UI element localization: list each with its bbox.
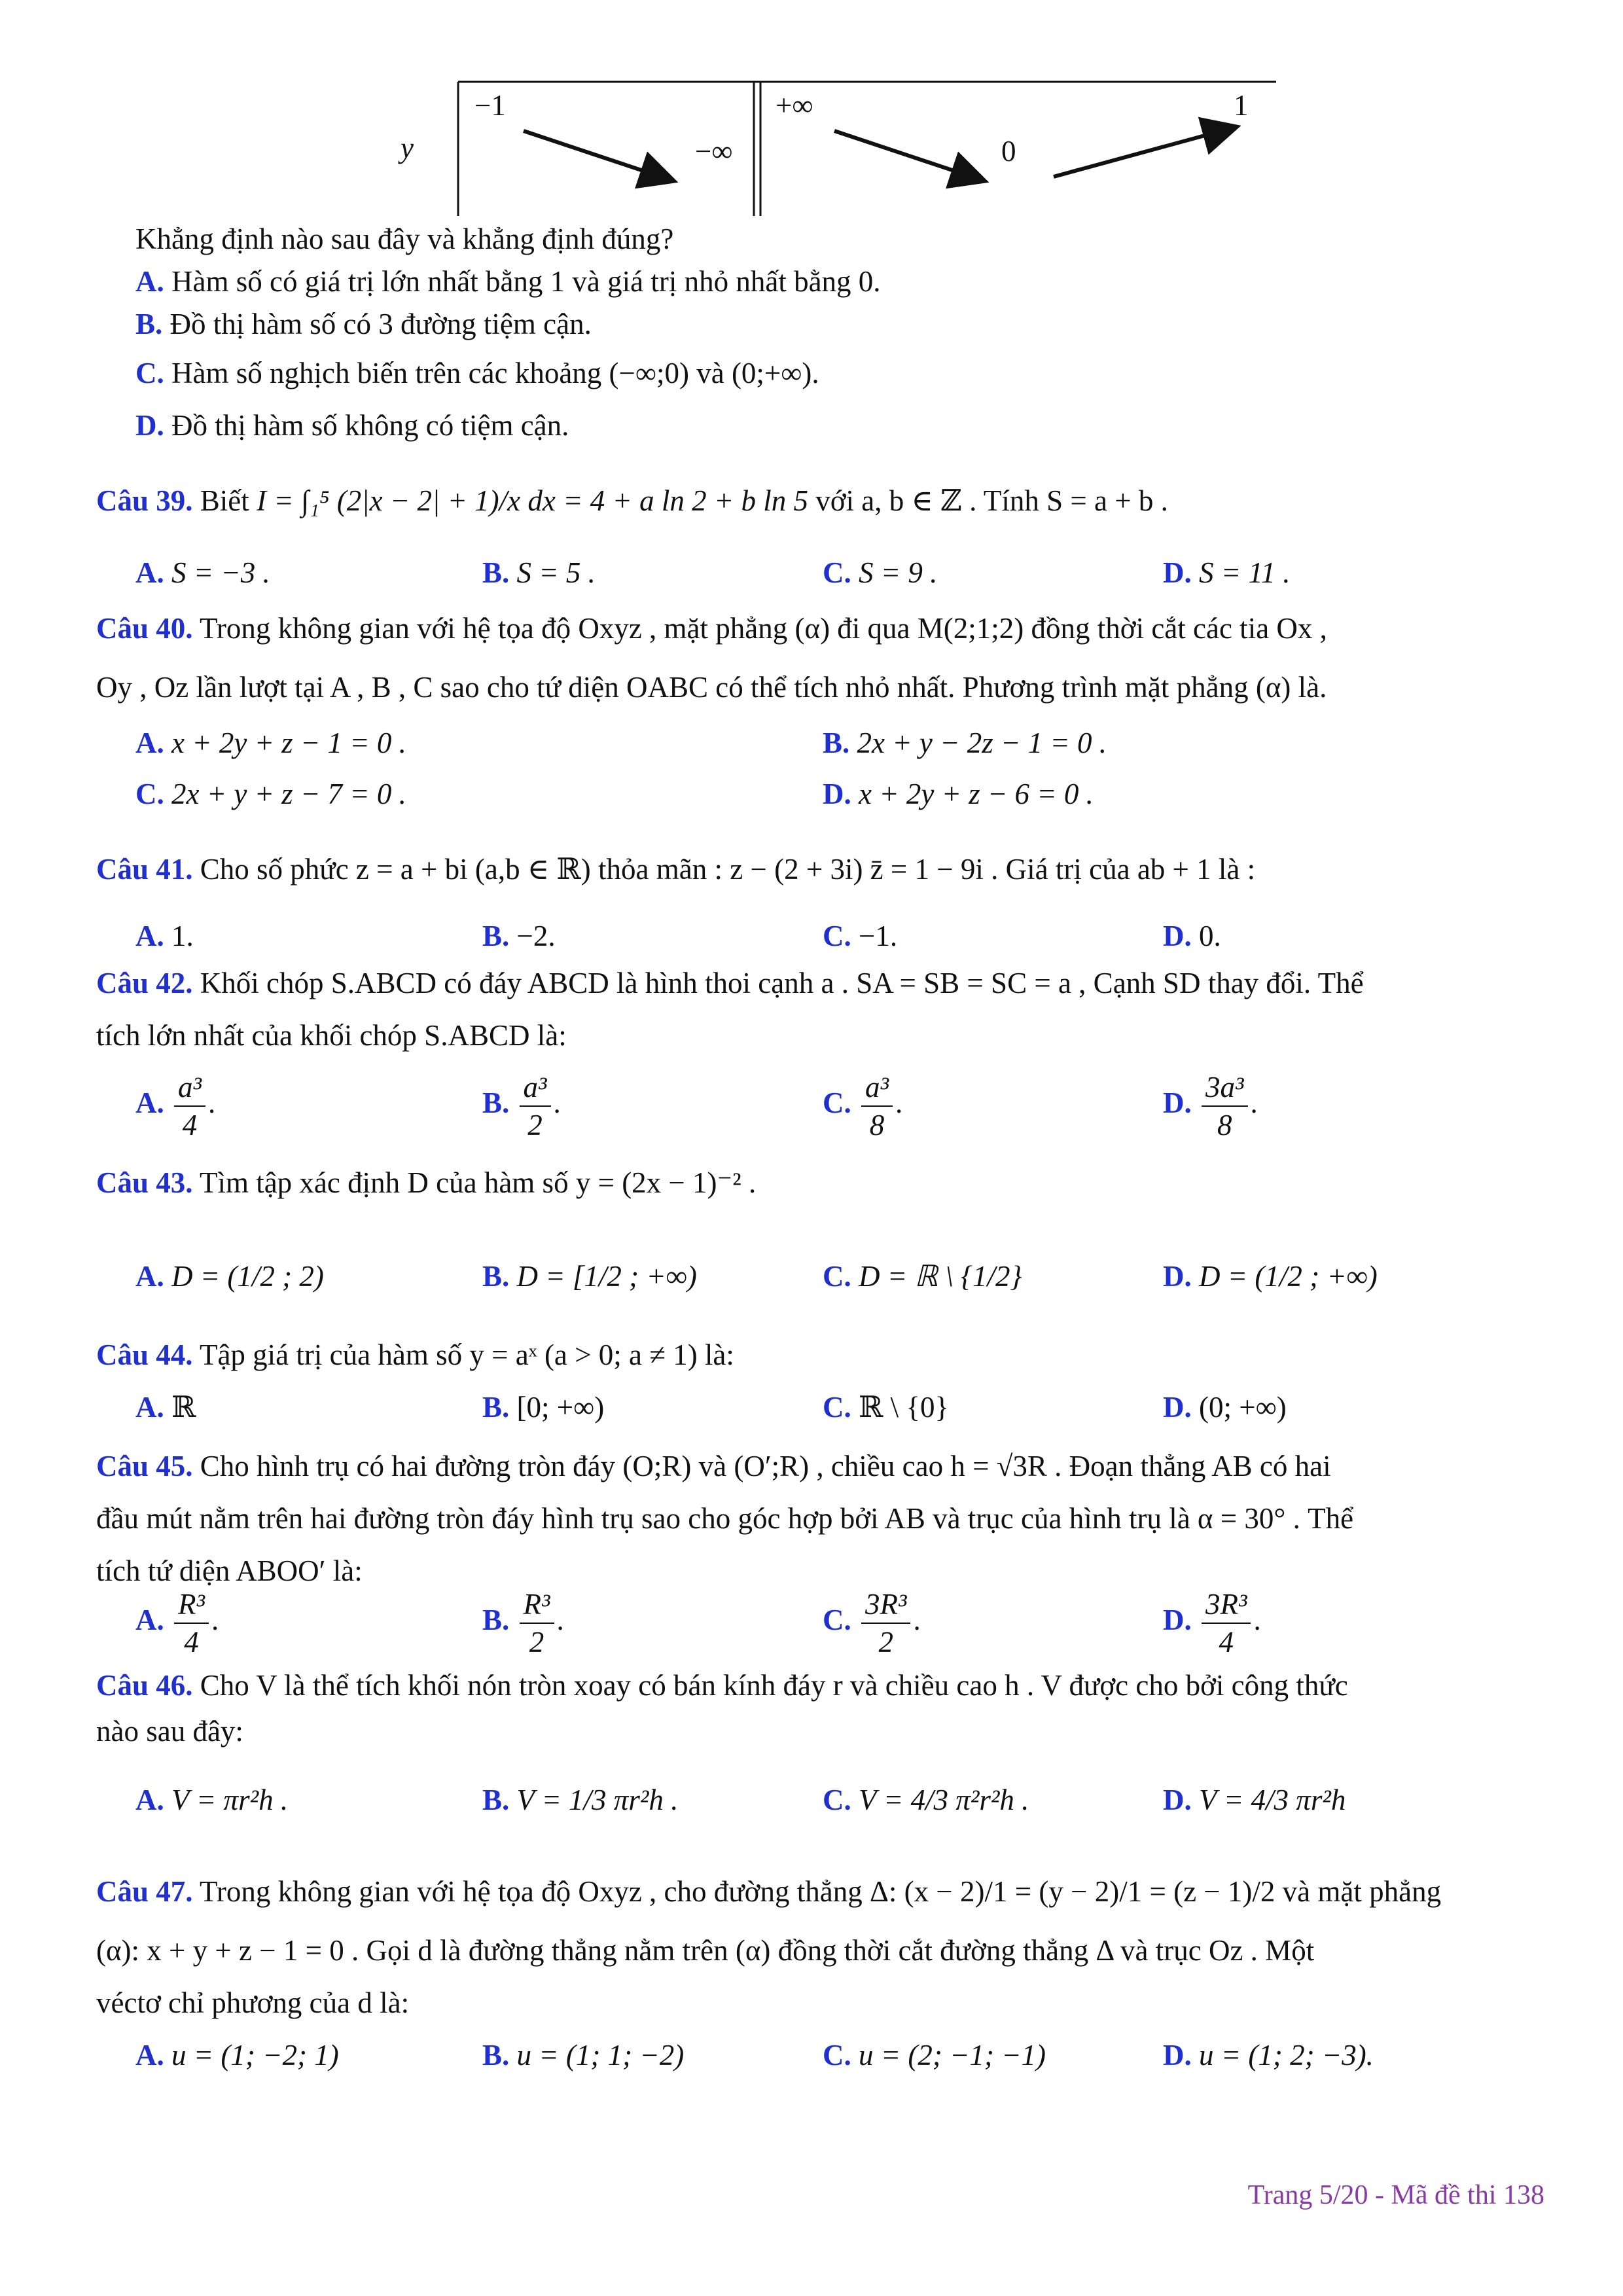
table-value-1: −1 — [474, 89, 506, 122]
q43-options: A. D = (1/2 ; 2) B. D = [1/2 ; +∞) C. D = ℝ \ {1/2} D. D = (1/2 ; +∞) — [135, 1260, 1378, 1293]
arrow-decreasing-2 — [834, 131, 982, 180]
q38-prompt: Khẳng định nào sau đây và khẳng định đúng? — [135, 223, 674, 255]
q41-stem: Câu 41. Cho số phức z = a + bi (a,b ∈ ℝ) thỏa mãn : z − (2 + 3i) z̄ = 1 − 9i . Giá trị của ab + 1 là : — [96, 853, 1256, 886]
q40-options-row1: A. x + 2y + z − 1 = 0 . B. 2x + y − 2z − 1 = 0 . — [135, 726, 1107, 759]
q40-options-row2: C. 2x + y + z − 7 = 0 . D. x + 2y + z − 6 = 0 . — [135, 778, 1094, 810]
q44-options: A. ℝ B. [0; +∞) C. ℝ \ {0} D. (0; +∞) — [135, 1391, 1287, 1424]
q38-option-b: B. Đồ thị hàm số có 3 đường tiệm cận. — [135, 308, 592, 340]
page-footer: Trang 5/20 - Mã đề thi 138 — [1247, 2180, 1544, 2210]
table-value-5: 1 — [1234, 89, 1249, 122]
q47-stem: Câu 47. Trong không gian với hệ tọa độ Oxyz , cho đường thẳng Δ: (x − 2)/1 = (y − 2)/1 = (z − 1)/2 và mặt phẳng (α): x + y + z − 1 = 0 . Gọi d là đường thẳng nằm trên (α) đồng thời cắt đường thẳng Δ và trục Oz . Một véctơ chỉ phương của d là: — [96, 1875, 1442, 2019]
q42-options: A. $\frac{\text{a³}}{4}$ . B. $\frac{\text{a³}}{2}$ . C. $\frac{\text{a³}}{8}$ . D. $\frac{\text{3a³}}{8}$ . — [96, 1060, 1549, 1145]
q43-stem: Câu 43. Tìm tập xác định D của hàm số y = (2x − 1)⁻² . — [96, 1166, 757, 1199]
q39-stem: Câu 39. Biết I = ∫₁⁵ (2|x − 2| + 1)/x dx = 4 + a ln 2 + b ln 5 với a, b ∈ ℤ . Tính S = a + b . — [96, 484, 1168, 517]
q45-stem: Câu 45. Cho hình trụ có hai đường tròn đáy (O;R) và (O′;R) , chiều cao h = √3R . Đoạn thẳng AB có hai đầu mút nằm trên hai đường tròn đáy hình trụ sao cho góc hợp bởi AB và trục của hình trụ là α = 30° . Thể tích tứ diện ABOO′ là: — [96, 1450, 1354, 1587]
q46-options: A. V = πr²h . B. V = 1/3 πr²h . C. V = 4/3 π²r²h . D. V = 4/3 πr²h — [135, 1784, 1346, 1816]
table-value-3: +∞ — [776, 89, 813, 122]
q42-stem: Câu 42. Khối chóp S.ABCD có đáy ABCD là hình thoi cạnh a . SA = SB = SC = a , Cạnh SD thay đổi. Thể tích lớn nhất của khối chóp S.ABCD là: — [96, 967, 1364, 1052]
arrow-increasing — [1054, 128, 1234, 177]
q39-options: A. S = −3 . B. S = 5 . C. S = 9 . D. S = 11 . — [135, 556, 1291, 589]
table-value-2: −∞ — [695, 135, 733, 168]
q47-options: A. u = (1; −2; 1) B. u = (1; 1; −2) C. u = (2; −1; −1) D. u = (1; 2; −3). — [135, 2039, 1374, 2072]
q40-stem: Câu 40. Trong không gian với hệ tọa độ Oxyz , mặt phẳng (α) đi qua M(2;1;2) đồng thời cắt các tia Ox , Oy , Oz lần lượt tại A , B , C sao cho tứ diện OABC có thể tích nhỏ nhất. Phương trình mặt phẳng (α) là. — [96, 612, 1327, 704]
table-y-label: y — [401, 132, 414, 164]
q41-options: A. 1. B. −2. C. −1. D. 0. — [135, 920, 1221, 952]
q46-stem: Câu 46. Cho V là thể tích khối nón tròn xoay có bán kính đáy r và chiều cao h . V được cho bởi công thức nào sau đây: — [96, 1669, 1348, 1748]
q44-stem: Câu 44. Tập giá trị của hàm số y = aˣ (a > 0; a ≠ 1) là: — [96, 1338, 734, 1371]
q38-option-a: A. Hàm số có giá trị lớn nhất bằng 1 và giá trị nhỏ nhất bằng 0. — [135, 265, 881, 298]
arrow-decreasing-1 — [524, 131, 671, 180]
q38-option-c: C. Hàm số nghịch biến trên các khoảng (−∞;0) và (0;+∞). — [135, 357, 819, 389]
q38-option-d: D. Đồ thị hàm số không có tiệm cận. — [135, 409, 569, 442]
q45-options: A. $\frac{\text{R³}}{4}$ . B. $\frac{\text{R³}}{2}$ . C. $\frac{\text{3R³}}{2}$ . D. $\frac{\text{3R³}}{4}$ . — [96, 1577, 1549, 1662]
table-value-4: 0 — [1001, 135, 1016, 168]
